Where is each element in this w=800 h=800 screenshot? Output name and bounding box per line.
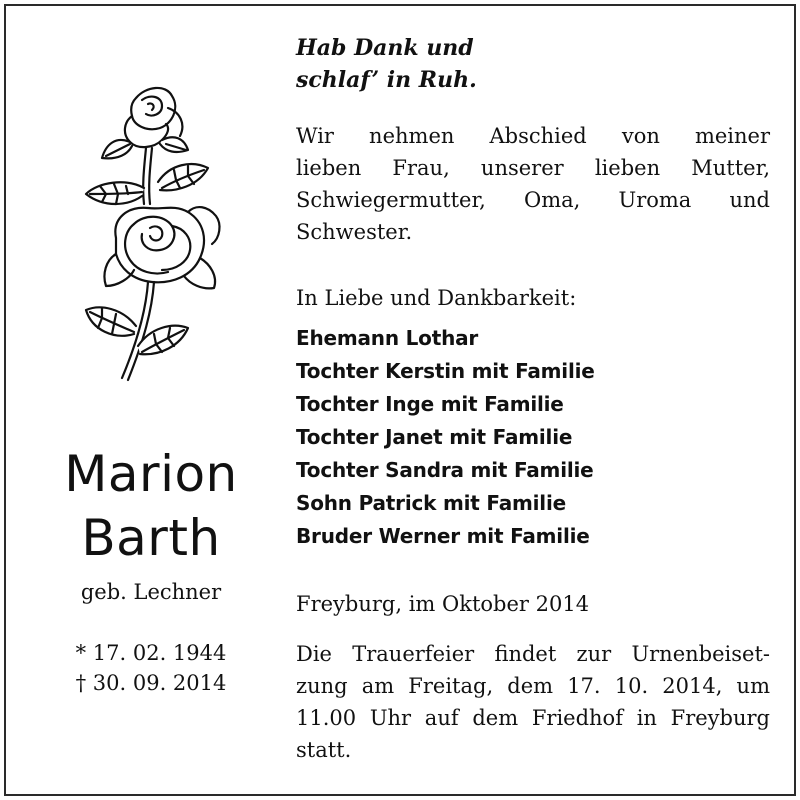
family-intro: In Liebe und Dankbarkeit: xyxy=(296,286,577,310)
maiden-name: geb. Lechner xyxy=(80,580,222,604)
farewell-line: Wir nehmen Abschied von meiner xyxy=(296,124,770,148)
death-date: † 30. 09. 2014 xyxy=(75,671,227,695)
motto-line: Hab Dank und xyxy=(296,35,474,61)
place-date: Freyburg, im Oktober 2014 xyxy=(296,592,590,616)
farewell-line: Schwester. xyxy=(296,220,413,244)
life-dates xyxy=(6,638,296,698)
family-member: Sohn Patrick mit Familie xyxy=(296,491,566,515)
family-member: Bruder Werner mit Familie xyxy=(296,524,590,548)
motto xyxy=(296,32,477,96)
farewell-text xyxy=(296,120,770,248)
deceased-last-name: Barth xyxy=(81,509,221,567)
birth-date: * 17. 02. 1944 xyxy=(75,641,227,665)
service-line: statt. xyxy=(296,738,352,762)
family-member: Tochter Inge mit Familie xyxy=(296,392,564,416)
left-column xyxy=(6,6,296,796)
family-member: Tochter Janet mit Familie xyxy=(296,425,573,449)
service-line: 11.00 Uhr auf dem Friedhof in Freyburg xyxy=(296,706,770,730)
service-info xyxy=(296,638,770,766)
farewell-line: Schwiegermutter, Oma, Uroma und xyxy=(296,188,770,212)
family-member: Tochter Sandra mit Familie xyxy=(296,458,594,482)
family-member: Ehemann Lothar xyxy=(296,326,479,350)
deceased-first-name: Marion xyxy=(64,445,238,503)
obituary-notice xyxy=(4,4,796,796)
family-member: Tochter Kerstin mit Familie xyxy=(296,359,595,383)
service-line: Die Trauerfeier findet zur Urnenbeiset- xyxy=(296,642,770,666)
service-line: zung am Freitag, dem 17. 10. 2014, um xyxy=(296,674,770,698)
farewell-line: lieben Frau, unserer lieben Mutter, xyxy=(296,156,770,180)
family-list xyxy=(296,322,595,553)
motto-line: schlaf’ in Ruh. xyxy=(296,67,477,93)
rose-icon xyxy=(76,78,236,398)
